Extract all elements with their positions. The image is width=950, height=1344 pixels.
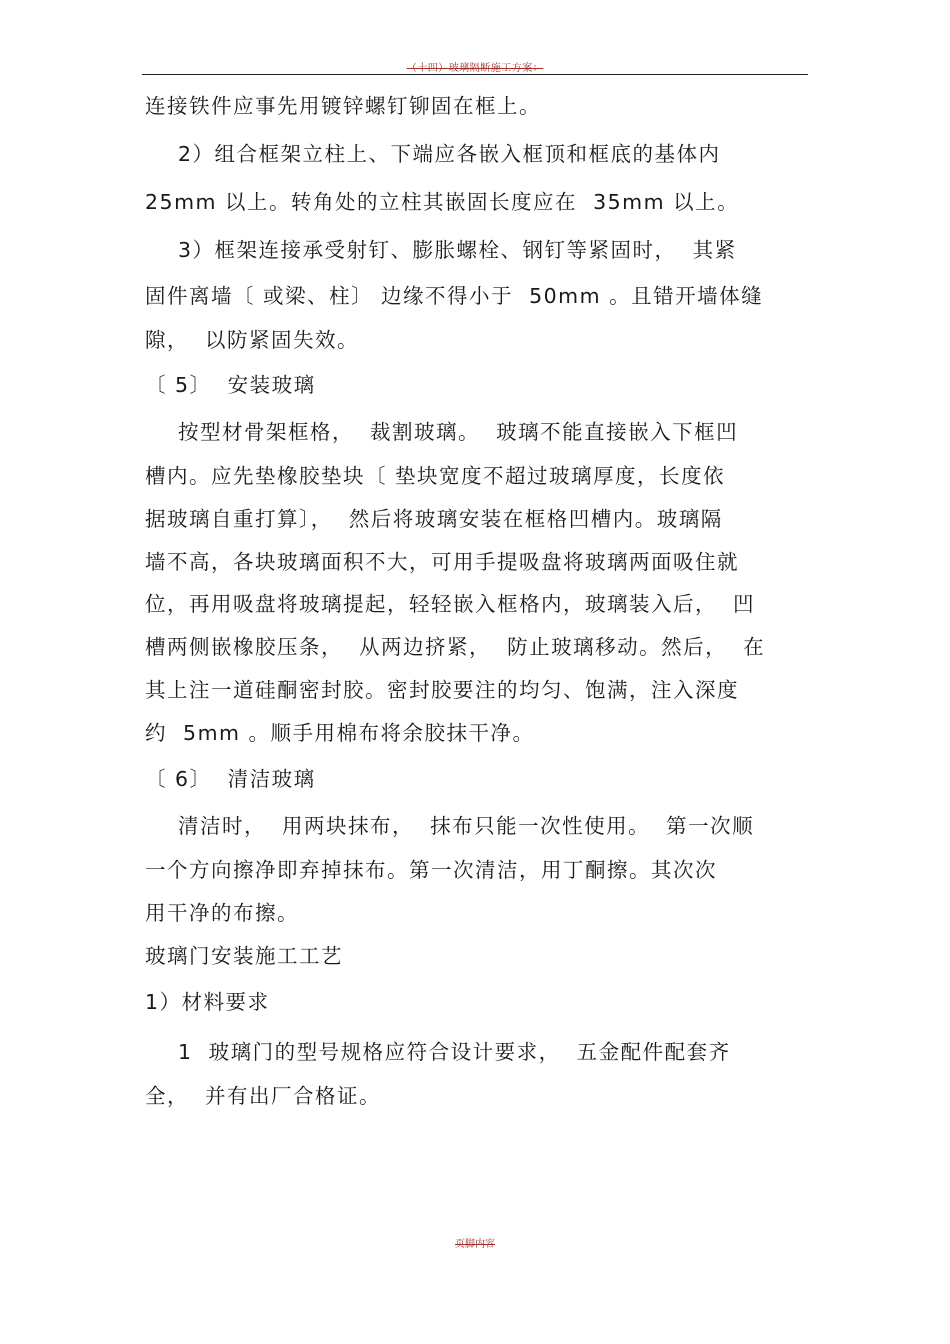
text-line: 连接铁件应事先用镀锌螺钉铆固在框上。: [145, 94, 541, 118]
text-line: 槽两侧嵌橡胶压条， 从两边挤紧， 防止玻璃移动。然后， 在: [145, 635, 766, 659]
text-line: 1 玻璃门的型号规格应符合设计要求， 五金配件配套齐: [178, 1040, 731, 1064]
subsection-heading: 1）材料要求: [145, 990, 270, 1014]
text-line: 槽内。应先垫橡胶垫块〔 垫块宽度不超过玻璃厚度，长度依: [145, 464, 726, 488]
footer-text: 页脚内容: [455, 1239, 495, 1250]
text-line: 25mm 以上。转角处的立柱其嵌固长度应在 35mm 以上。: [145, 190, 740, 214]
page-footer: [0, 1232, 950, 1251]
text-line: 清洁时， 用两块抹布， 抹布只能一次性使用。 第一次顺: [178, 814, 755, 838]
section-heading: 玻璃门安装施工工艺: [145, 944, 343, 968]
header-rule: [142, 74, 808, 75]
text-line: 2）组合框架立柱上、下端应各嵌入框顶和框底的基体内: [178, 142, 721, 166]
text-line: 墙不高，各块玻璃面积不大，可用手提吸盘将玻璃两面吸住就: [145, 550, 739, 574]
text-line: 约 5mm 。顺手用棉布将余胶抹干净。: [145, 721, 535, 745]
text-line: 按型材骨架框格， 裁割玻璃。 玻璃不能直接嵌入下框凹: [178, 420, 739, 444]
text-line: 据玻璃自重打算〕， 然后将玻璃安装在框格凹槽内。玻璃隔: [145, 507, 723, 531]
header-title: （十四）玻璃隔断施工方案：: [406, 63, 544, 74]
section-heading: 〔 5〕 安装玻璃: [145, 373, 316, 397]
text-line: 固件离墙〔 或梁、柱〕 边缘不得小于 50mm 。且错开墙体缝: [145, 284, 764, 308]
text-line: 3）框架连接承受射钉、膨胀螺栓、钢钉等紧固时， 其紧: [178, 238, 737, 262]
text-line: 用干净的布擦。: [145, 901, 299, 925]
text-line: 隙， 以防紧固失效。: [145, 328, 360, 352]
text-line: 全， 并有出厂合格证。: [145, 1084, 382, 1108]
text-line: 其上注一道硅酮密封胶。密封胶要注的均匀、饱满，注入深度: [145, 678, 739, 702]
section-heading: 〔 6〕 清洁玻璃: [145, 767, 316, 791]
text-line: 位，再用吸盘将玻璃提起，轻轻嵌入框格内，玻璃装入后， 凹: [145, 592, 756, 616]
page-header: [0, 56, 950, 75]
text-line: 一个方向擦净即弃掉抹布。第一次清洁，用丁酮擦。其次次: [145, 858, 717, 882]
